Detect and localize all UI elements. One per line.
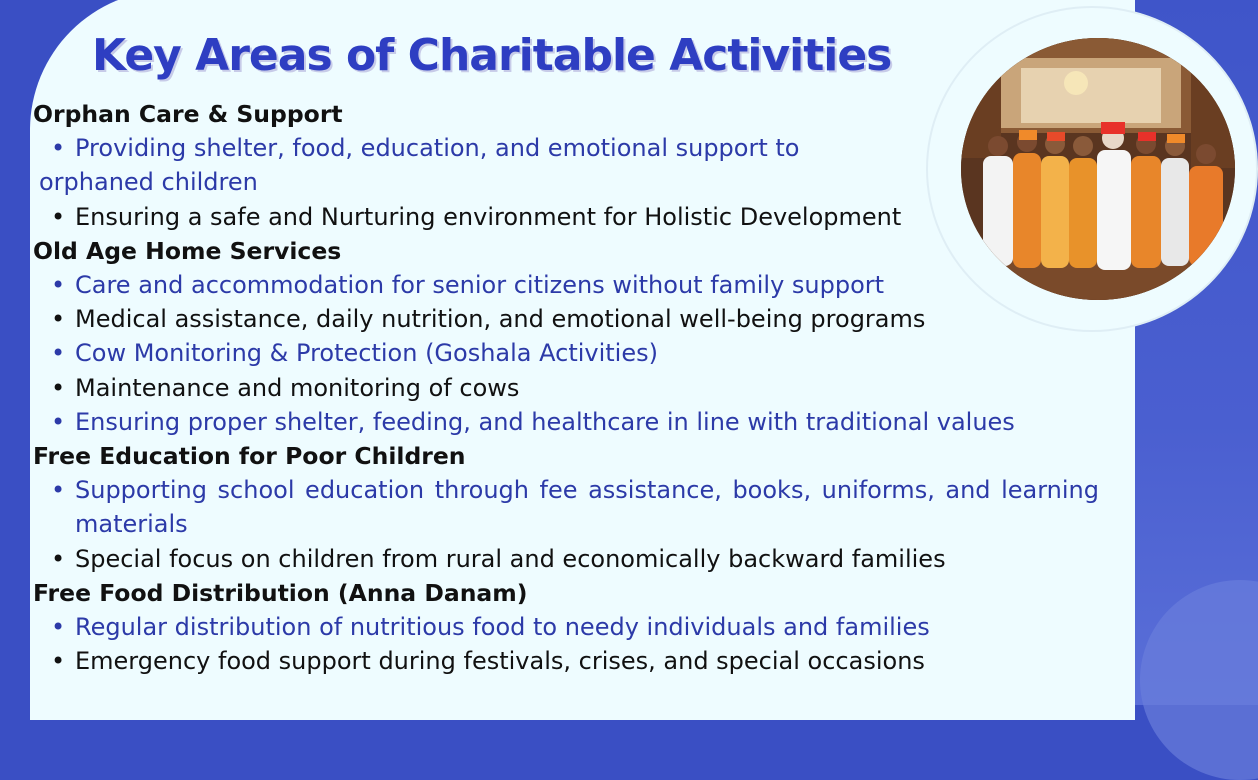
- group-photo: [961, 38, 1235, 300]
- list-item: • Care and accommodation for senior citizens without family support: [75, 268, 1103, 302]
- section-heading-food-distribution: Free Food Distribution (Anna Danam): [33, 578, 528, 607]
- list-item: • Providing shelter, food, education, and emotional support to orphaned children: [75, 131, 1103, 199]
- list-item: • Special focus on children from rural and economically backward families: [75, 542, 1103, 576]
- free-education-bullets: [33, 473, 1103, 576]
- section-heading-free-education: Free Education for Poor Children: [33, 442, 466, 470]
- list-item: • Supporting school education through fee assistance, books, uniforms, and learning materials: [75, 473, 1099, 541]
- group-photo-illustration: [961, 38, 1235, 300]
- list-item: • Cow Monitoring & Protection (Goshala Activities): [75, 336, 1103, 370]
- list-item: • Maintenance and monitoring of cows: [75, 371, 1103, 405]
- list-item: • Ensuring a safe and Nurturing environment for Holistic Development: [75, 200, 1103, 234]
- food-distribution-bullets: [33, 610, 1103, 678]
- old-age-home-bullets: [33, 268, 1103, 439]
- section-heading-orphan-care: Orphan Care & Support: [33, 100, 343, 128]
- list-item: • Emergency food support during festivals, crises, and special occasions: [75, 644, 1103, 678]
- list-item: • Ensuring proper shelter, feeding, and healthcare in line with traditional values: [75, 405, 1103, 439]
- slide-title: Key Areas of Charitable Activities: [92, 30, 892, 81]
- list-item: • Regular distribution of nutritious food to needy individuals and families: [75, 610, 1103, 644]
- section-heading-old-age-home: Old Age Home Services: [33, 236, 342, 265]
- list-item: • Medical assistance, daily nutrition, and emotional well-being programs: [75, 302, 1103, 336]
